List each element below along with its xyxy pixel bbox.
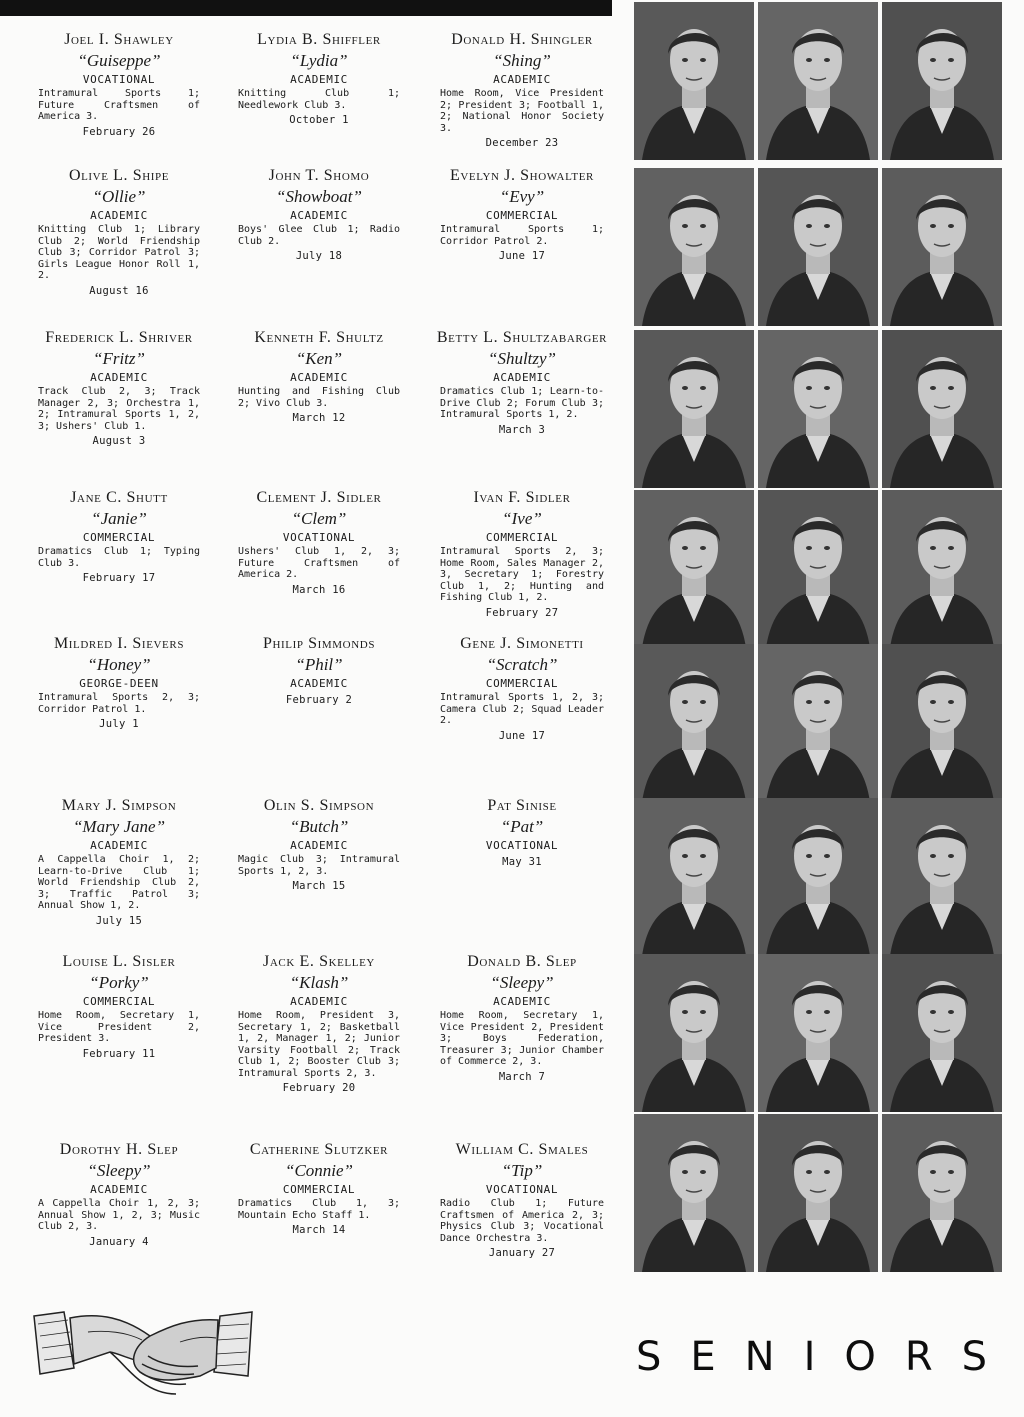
- senior-course: GEORGE-DEEN: [79, 677, 159, 690]
- senior-course: COMMERCIAL: [485, 677, 559, 690]
- senior-nickname: “Honey”: [87, 655, 151, 674]
- senior-nickname: “Showboat”: [276, 187, 362, 206]
- senior-entry: [28, 952, 210, 1061]
- senior-nickname: “Scratch”: [486, 655, 558, 674]
- senior-activities: A Cappella Choir 1, 2, 3; Annual Show 1, 2, 3; Music Club 2, 3.: [38, 1198, 200, 1232]
- senior-portrait: [758, 490, 878, 648]
- senior-nickname: “Ive”: [502, 509, 542, 528]
- senior-activities: Dramatics Club 1; Learn-to-Drive Club 2; Forum Club 3; Intramural Sports 1, 2.: [440, 386, 604, 420]
- senior-activities: Dramatics Club 1, 3; Mountain Echo Staff 1.: [238, 1198, 400, 1221]
- senior-course: ACADEMIC: [493, 995, 551, 1008]
- senior-name: Dorothy H. Slep: [59, 1141, 179, 1158]
- senior-course: ACADEMIC: [90, 839, 148, 852]
- senior-name: Kenneth F. Shultz: [254, 329, 384, 346]
- senior-birthday: February 20: [282, 1082, 356, 1094]
- senior-birthday: March 3: [498, 423, 546, 436]
- senior-entry: [228, 488, 410, 597]
- senior-portrait: [882, 644, 1002, 802]
- senior-name: Gene J. Simonetti: [460, 635, 584, 652]
- senior-birthday: March 15: [292, 880, 346, 892]
- senior-portrait: [634, 954, 754, 1112]
- senior-course: VOCATIONAL: [485, 839, 559, 852]
- senior-portrait: [758, 954, 878, 1112]
- senior-activities: Ushers' Club 1, 2, 3; Future Craftsmen of America 2.: [238, 546, 400, 580]
- senior-birthday: February 27: [485, 606, 559, 619]
- senior-entry: [28, 1140, 210, 1249]
- senior-activities: Intramural Sports 1, 2, 3; Camera Club 2; Squad Leader 2.: [440, 692, 604, 726]
- handshake-illustration: [30, 1302, 256, 1404]
- senior-birthday: February 11: [82, 1047, 156, 1060]
- senior-birthday: October 1: [289, 114, 349, 126]
- senior-nickname: “Clem”: [291, 509, 347, 528]
- senior-birthday: August 16: [89, 284, 149, 297]
- senior-name: Louise L. Sisler: [62, 953, 176, 970]
- senior-name: Frederick L. Shriver: [45, 329, 193, 346]
- senior-activities: Track Club 2, 3; Track Manager 2, 3; Orchestra 1, 2; Intramural Sports 1, 2, 3; Ushers' Club 1.: [38, 386, 200, 432]
- senior-name: Betty L. Shultzabarger: [436, 329, 608, 346]
- senior-portrait: [882, 798, 1002, 956]
- senior-activities: Home Room, President 3, Secretary 1, 2; Basketball 1, 2, Manager 1, 2; Junior Varsity Football 2; Track Club 1, 2; Booster Club 3; Intramural Sports 2, 3.: [238, 1010, 400, 1079]
- senior-name: John T. Shomo: [268, 167, 370, 184]
- senior-birthday: June 17: [498, 250, 546, 262]
- senior-portrait: [758, 330, 878, 488]
- senior-portrait: [758, 644, 878, 802]
- senior-name: Donald B. Slep: [467, 953, 577, 970]
- senior-name: Pat Sinise: [487, 797, 557, 814]
- senior-entry: [430, 634, 614, 743]
- senior-birthday: March 7: [498, 1070, 546, 1083]
- top-rule: [0, 0, 612, 16]
- senior-activities: Intramural Sports 1; Future Craftsmen of America 3.: [38, 88, 200, 122]
- senior-activities: Knitting Club 1; Needlework Club 3.: [238, 88, 400, 111]
- senior-course: VOCATIONAL: [82, 73, 156, 86]
- senior-portrait: [758, 798, 878, 956]
- senior-portrait: [634, 2, 754, 160]
- senior-birthday: February 26: [82, 125, 156, 138]
- senior-course: ACADEMIC: [90, 371, 148, 384]
- senior-activities: Home Room, Secretary 1, Vice President 2, President 3.: [38, 1010, 200, 1044]
- senior-activities: Hunting and Fishing Club 2; Vivo Club 3.: [238, 386, 400, 409]
- senior-nickname: “Tip”: [501, 1161, 543, 1180]
- senior-birthday: July 1: [99, 718, 139, 730]
- senior-name: Donald H. Shingler: [451, 31, 593, 48]
- senior-portrait: [634, 798, 754, 956]
- senior-activities: Boys' Glee Club 1; Radio Club 2.: [238, 224, 400, 247]
- senior-birthday: March 12: [292, 412, 346, 424]
- senior-name: William C. Smales: [455, 1141, 589, 1158]
- senior-name: Catherine Slutzker: [249, 1141, 389, 1158]
- senior-portrait: [634, 644, 754, 802]
- senior-name: Joel I. Shawley: [64, 31, 174, 48]
- senior-entry: [228, 328, 410, 425]
- senior-entry: [228, 166, 410, 263]
- senior-entry: [430, 166, 614, 263]
- senior-nickname: “Shultzy”: [487, 349, 557, 368]
- senior-entry: [430, 796, 614, 869]
- senior-course: COMMERCIAL: [485, 531, 559, 544]
- senior-course: ACADEMIC: [493, 371, 551, 384]
- senior-portrait: [882, 954, 1002, 1112]
- senior-course: ACADEMIC: [290, 73, 348, 86]
- senior-name: Philip Simmonds: [262, 635, 376, 652]
- senior-course: ACADEMIC: [290, 995, 348, 1008]
- senior-activities: Intramural Sports 2, 3; Corridor Patrol 1.: [38, 692, 200, 715]
- senior-activities: Magic Club 3; Intramural Sports 1, 2, 3.: [238, 854, 400, 877]
- senior-name: Evelyn J. Showalter: [450, 167, 594, 184]
- senior-entry: [430, 488, 614, 620]
- senior-nickname: “Klash”: [289, 973, 349, 992]
- senior-portrait: [882, 490, 1002, 648]
- senior-birthday: July 18: [295, 250, 343, 262]
- senior-name: Jane C. Shutt: [70, 489, 168, 506]
- senior-course: ACADEMIC: [290, 677, 348, 690]
- senior-nickname: “Guiseppe”: [77, 51, 161, 70]
- senior-portrait: [882, 168, 1002, 326]
- senior-nickname: “Sleepy”: [87, 1161, 151, 1180]
- senior-portrait: [882, 1114, 1002, 1272]
- senior-entry: [28, 328, 210, 448]
- senior-course: VOCATIONAL: [282, 531, 356, 544]
- senior-nickname: “Ollie”: [92, 187, 146, 206]
- section-title: SENIORS: [636, 1334, 1017, 1380]
- senior-birthday: February 2: [285, 694, 353, 706]
- senior-birthday: January 27: [488, 1247, 556, 1259]
- senior-activities: Knitting Club 1; Library Club 2; World Friendship Club 3; Corridor Patrol 3; Girls League Honor Roll 1, 2.: [38, 224, 200, 281]
- senior-nickname: “Fritz”: [93, 349, 145, 368]
- senior-course: ACADEMIC: [90, 209, 148, 222]
- senior-course: ACADEMIC: [290, 839, 348, 852]
- senior-birthday: June 17: [498, 729, 546, 742]
- senior-entry: [28, 634, 210, 731]
- senior-name: Olin S. Simpson: [263, 797, 375, 814]
- senior-birthday: August 3: [92, 435, 146, 447]
- senior-entry: [28, 30, 210, 139]
- senior-nickname: “Porky”: [89, 973, 149, 992]
- senior-entry: [430, 1140, 614, 1260]
- senior-name: Olive L. Shipe: [68, 167, 170, 184]
- senior-portrait: [758, 2, 878, 160]
- senior-activities: Radio Club 1; Future Craftsmen of America 2, 3; Physics Club 3; Vocational Dance Orchestra 3.: [440, 1198, 604, 1244]
- senior-entry: [228, 30, 410, 127]
- senior-activities: Intramural Sports 2, 3; Home Room, Sales Manager 2, 3, Secretary 1; Forestry Club 1, 2; Hunting and Fishing Club 1, 2.: [440, 546, 604, 603]
- senior-name: Lydia B. Shiffler: [257, 31, 381, 48]
- senior-birthday: March 16: [292, 583, 346, 596]
- senior-nickname: “Phil”: [295, 655, 343, 674]
- senior-portrait: [882, 2, 1002, 160]
- senior-birthday: July 15: [95, 914, 143, 927]
- senior-activities: A Cappella Choir 1, 2; Learn-to-Drive Club 1; World Friendship Club 2, 3; Traffic Patrol 3; Annual Show 1, 2.: [38, 854, 200, 911]
- senior-entry: [430, 328, 614, 437]
- senior-nickname: “Sleepy”: [490, 973, 554, 992]
- senior-activities: Home Room, Secretary 1, Vice President 2, President 3; Boys Federation, Treasurer 3; Junior Chamber of Commerce 2, 3.: [440, 1010, 604, 1067]
- senior-name: Mildred I. Sievers: [53, 635, 185, 652]
- senior-entry: [228, 634, 410, 707]
- senior-nickname: “Lydia”: [290, 51, 348, 70]
- senior-portrait: [634, 490, 754, 648]
- senior-nickname: “Pat”: [500, 817, 544, 836]
- senior-nickname: “Butch”: [289, 817, 349, 836]
- senior-activities: Dramatics Club 1; Typing Club 3.: [38, 546, 200, 569]
- senior-course: VOCATIONAL: [485, 1183, 559, 1196]
- senior-course: COMMERCIAL: [82, 995, 156, 1008]
- senior-nickname: “Evy”: [499, 187, 545, 206]
- senior-portrait: [758, 1114, 878, 1272]
- senior-entry: [28, 488, 210, 585]
- senior-nickname: “Ken”: [295, 349, 343, 368]
- senior-activities: Home Room, Vice President 2; President 3; Football 1, 2; National Honor Society 3.: [440, 88, 604, 134]
- senior-portrait: [882, 330, 1002, 488]
- senior-course: ACADEMIC: [290, 371, 348, 384]
- senior-birthday: March 14: [292, 1224, 346, 1236]
- senior-course: ACADEMIC: [90, 1183, 148, 1196]
- senior-portrait: [758, 168, 878, 326]
- senior-course: ACADEMIC: [290, 209, 348, 222]
- senior-birthday: February 17: [82, 572, 156, 584]
- senior-entry: [28, 166, 210, 298]
- senior-portrait: [634, 1114, 754, 1272]
- senior-name: Clement J. Sidler: [256, 489, 382, 506]
- senior-activities: Intramural Sports 1; Corridor Patrol 2.: [440, 224, 604, 247]
- senior-course: COMMERCIAL: [485, 209, 559, 222]
- senior-entry: [228, 1140, 410, 1237]
- senior-entry: [28, 796, 210, 928]
- senior-portrait: [634, 168, 754, 326]
- senior-entry: [430, 30, 614, 150]
- senior-entry: [228, 952, 410, 1095]
- senior-entry: [430, 952, 614, 1084]
- senior-name: Mary J. Simpson: [61, 797, 177, 814]
- senior-nickname: “Mary Jane”: [72, 817, 166, 836]
- senior-course: COMMERCIAL: [82, 531, 156, 544]
- senior-birthday: January 4: [89, 1235, 149, 1248]
- senior-birthday: May 31: [502, 856, 542, 868]
- senior-birthday: December 23: [485, 137, 559, 149]
- senior-course: COMMERCIAL: [282, 1183, 356, 1196]
- senior-course: ACADEMIC: [493, 73, 551, 86]
- senior-name: Jack E. Skelley: [263, 953, 375, 970]
- senior-nickname: “Shing”: [493, 51, 551, 70]
- senior-name: Ivan F. Sidler: [473, 489, 571, 506]
- senior-nickname: “Connie”: [284, 1161, 354, 1180]
- senior-nickname: “Janie”: [91, 509, 147, 528]
- senior-portrait: [634, 330, 754, 488]
- senior-entry: [228, 796, 410, 893]
